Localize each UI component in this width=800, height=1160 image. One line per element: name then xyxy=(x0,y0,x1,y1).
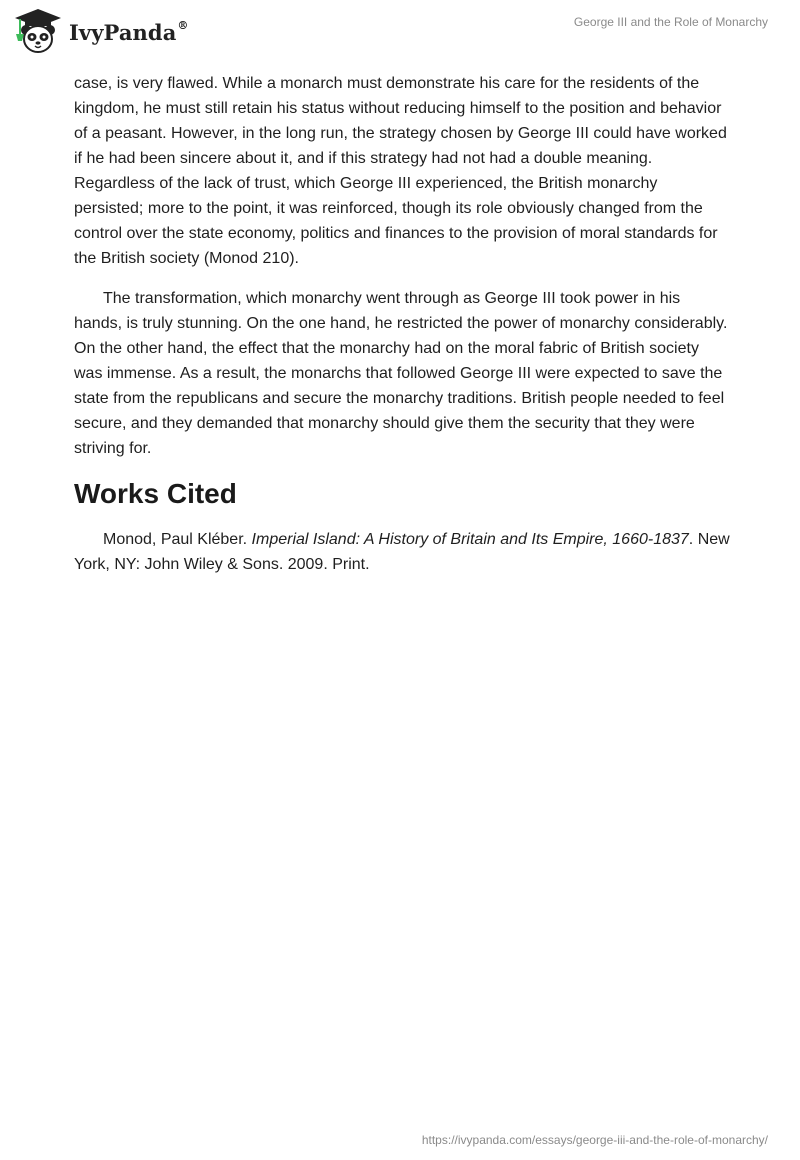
citation-author: Monod, Paul Kléber. xyxy=(103,531,252,548)
ivypanda-logo[interactable] xyxy=(14,8,189,54)
citation-title: Imperial Island: A History of Britain and Its Empire, 1660-1837 xyxy=(251,531,689,548)
page-header xyxy=(0,0,800,62)
source-url-link[interactable]: https://ivypanda.com/essays/george-iii-and-the-role-of-monarchy/ xyxy=(421,1133,768,1147)
brand-name: IvyPanda® xyxy=(69,18,189,45)
paragraph-conclusion: The transformation, which monarchy went through as George III took power in his hands, is truly stunning. On the one hand, he restricted the power of monarchy considerably. On the other hand, the effect that the monarchy had on the moral fabric of British society was immense. As a result, the monarchs that followed George III were expected to save the state from the republicans and secure the monarchy traditions. British people needed to feel secure, and they demanded that monarchy should give them the security that they were striving for. xyxy=(74,290,728,457)
registered-mark: ® xyxy=(177,18,189,32)
works-cited-heading: Works Cited xyxy=(74,478,237,509)
citation-publication: . New York, NY: John Wiley & Sons. 2009. Print. xyxy=(74,531,730,573)
essay-content xyxy=(74,71,730,577)
panda-graduation-cap-icon xyxy=(14,8,62,54)
paragraph-continued: case, is very flawed. While a monarch must demonstrate his care for the residents of the kingdom, he must still retain his status without reducing himself to the position and behavior of a peasant. However, in the long run, the strategy chosen by George III could have worked if he had been sincere about it, and if this strategy had not had a double meaning. Regardless of the lack of trust, which George III experienced, the British monarchy persisted; more to the point, it was reinforced, though its role obviously changed from the control over the state economy, politics and finances to the provision of moral standards for the British society (Monod 210). xyxy=(74,75,727,267)
document-title: George III and the Role of Monarchy xyxy=(573,15,768,29)
citation-entry xyxy=(74,527,730,577)
